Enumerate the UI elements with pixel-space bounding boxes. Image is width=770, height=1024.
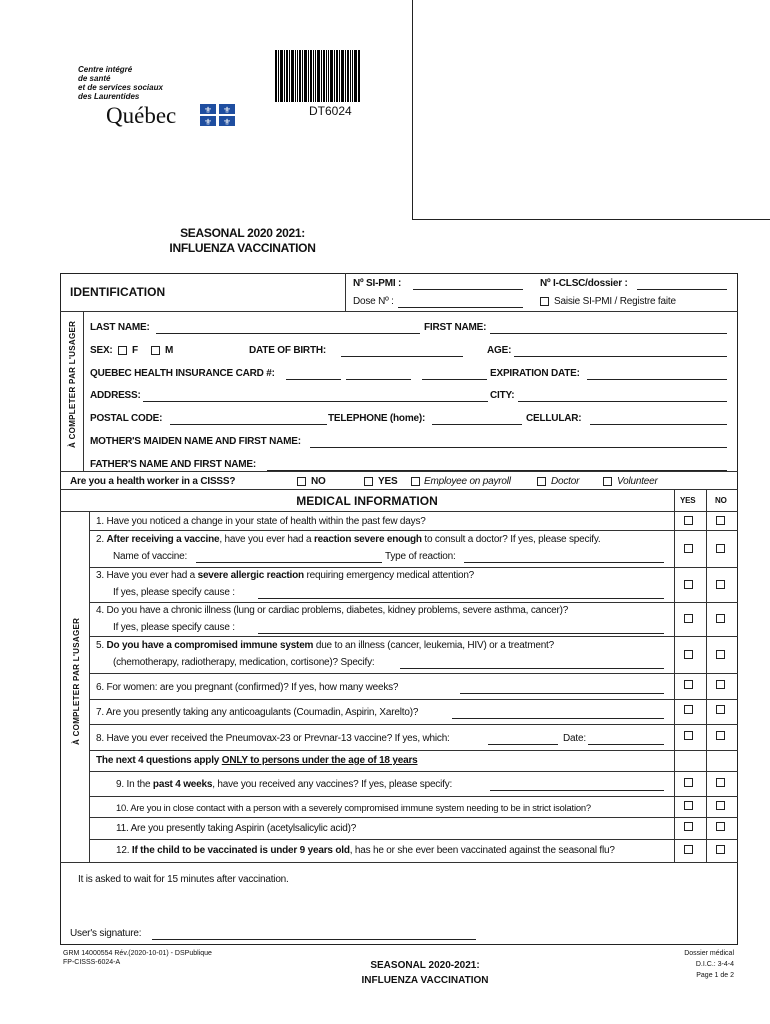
form-title-line2: INFLUENZA VACCINATION	[169, 241, 316, 255]
q10-yes-checkbox[interactable]	[684, 801, 693, 810]
org-name-line4: des Laurentides	[78, 92, 140, 101]
q5-yes-checkbox[interactable]	[684, 650, 693, 659]
city-label: CITY:	[490, 390, 515, 401]
hic-field-1[interactable]	[286, 369, 341, 380]
identification-heading: IDENTIFICATION	[70, 285, 166, 299]
sipmi-field[interactable]	[413, 279, 523, 290]
hic-label: QUEBEC HEALTH INSURANCE CARD #:	[90, 368, 275, 379]
iclsc-label: Nº I-CLSC/dossier :	[540, 278, 628, 289]
last-name-label: LAST NAME:	[90, 322, 150, 333]
signature-label: User's signature:	[70, 928, 142, 939]
q2-reaction-field[interactable]	[464, 552, 664, 563]
address-label: ADDRESS:	[90, 390, 141, 401]
q7-no-checkbox[interactable]	[716, 705, 725, 714]
wait-note: It is asked to wait for 15 minutes after vaccination.	[78, 874, 289, 885]
mother-field[interactable]	[310, 437, 727, 448]
telephone-field[interactable]	[432, 414, 522, 425]
q9-text: 9. In the past 4 weeks, have you received any vaccines? If yes, please specify:	[116, 779, 453, 790]
q3-text: 3. Have you ever had a severe allergic reaction requiring emergency medical attention?	[96, 570, 475, 581]
q10-text: 10. Are you in close contact with a person with a severely compromised immune system needing to be in strict isolation?	[116, 802, 591, 813]
office-use-box	[412, 0, 770, 220]
q7-yes-checkbox[interactable]	[684, 705, 693, 714]
hw-doctor-label: Doctor	[551, 476, 580, 487]
dob-label: DATE OF BIRTH:	[249, 345, 327, 356]
q8-which-field[interactable]	[488, 734, 558, 745]
cellular-field[interactable]	[590, 414, 727, 425]
first-name-label: FIRST NAME:	[424, 322, 487, 333]
q4-cause-label: If yes, please specify cause :	[113, 622, 235, 633]
q11-yes-checkbox[interactable]	[684, 822, 693, 831]
q5-text: 5. Do you have a compromised immune system due to an illness (cancer, leukemia, HIV) or a treatment?	[96, 640, 554, 651]
side-label-identification: À COMPLETER PAR L'USAGER	[68, 320, 77, 448]
dose-label: Dose Nº :	[353, 296, 394, 307]
sex-m-checkbox[interactable]	[151, 346, 160, 355]
barcode-text: DT6024	[309, 104, 352, 118]
q6-text: 6. For women: are you pregnant (confirmed)? If yes, how many weeks?	[96, 682, 399, 693]
postal-field[interactable]	[170, 414, 327, 425]
svg-text:⚜: ⚜	[203, 118, 213, 126]
hic-field-2[interactable]	[346, 369, 411, 380]
city-field[interactable]	[518, 391, 727, 402]
q8-text: 8. Have you ever received the Pneumovax-23 or Prevnar-13 vaccine? If yes, which:	[96, 733, 450, 744]
q3-yes-checkbox[interactable]	[684, 580, 693, 589]
q4-text: 4. Do you have a chronic illness (lung or cardiac problems, diabetes, kidney problems, severe asthma, cancer)?	[96, 605, 569, 616]
q2-yes-checkbox[interactable]	[684, 544, 693, 553]
q9-yes-checkbox[interactable]	[684, 778, 693, 787]
barcode-icon	[275, 50, 360, 102]
health-worker-question: Are you a health worker in a CISSS?	[70, 476, 236, 487]
footer-title-line2: INFLUENZA VACCINATION	[361, 975, 489, 986]
q4-yes-checkbox[interactable]	[684, 614, 693, 623]
q4-no-checkbox[interactable]	[716, 614, 725, 623]
mother-label: MOTHER'S MAIDEN NAME AND FIRST NAME:	[90, 436, 301, 447]
q2-no-checkbox[interactable]	[716, 544, 725, 553]
q12-no-checkbox[interactable]	[716, 845, 725, 854]
q3-cause-label: If yes, please specify cause :	[113, 587, 235, 598]
sex-f-checkbox[interactable]	[118, 346, 127, 355]
iclsc-field[interactable]	[637, 279, 727, 290]
org-logo	[78, 65, 248, 101]
quebec-flag-icon	[200, 104, 235, 126]
age-label: AGE:	[487, 345, 512, 356]
q10-no-checkbox[interactable]	[716, 801, 725, 810]
q8-date-label: Date:	[563, 733, 586, 744]
q1-text: 1. Have you noticed a change in your state of health within the past few days?	[96, 516, 426, 527]
age-field[interactable]	[514, 346, 727, 357]
hw-yes-checkbox[interactable]	[364, 477, 373, 486]
quebec-wordmark: Québec	[106, 103, 177, 128]
sipmi-label: Nº SI-PMI :	[353, 278, 402, 289]
hw-employee-label: Employee on payroll	[424, 476, 511, 487]
q6-no-checkbox[interactable]	[716, 680, 725, 689]
side-label-medical: À COMPLETER PAR L'USAGER	[72, 617, 81, 745]
sex-m-label: M	[165, 345, 174, 356]
q5-no-checkbox[interactable]	[716, 650, 725, 659]
q5-specify-field[interactable]	[400, 658, 664, 669]
q7-text: 7. Are you presently taking any anticoagulants (Coumadin, Aspirin, Xarelto)?	[96, 707, 419, 718]
last-name-field[interactable]	[156, 323, 420, 334]
hw-volunteer-label: Volunteer	[617, 476, 658, 487]
q3-no-checkbox[interactable]	[716, 580, 725, 589]
q9-no-checkbox[interactable]	[716, 778, 725, 787]
expiration-field[interactable]	[587, 369, 727, 380]
q2-reaction-label: Type of reaction:	[385, 551, 456, 562]
svg-text:⚜: ⚜	[222, 106, 232, 116]
q1-no-checkbox[interactable]	[716, 516, 725, 525]
sex-f-label: F	[132, 345, 138, 356]
q8-date-field[interactable]	[588, 734, 664, 745]
hic-field-3[interactable]	[422, 369, 487, 380]
footer-dossier: Dossier médical	[684, 950, 734, 957]
org-name-line3: et de services sociaux	[78, 83, 163, 92]
q3-cause-field[interactable]	[258, 588, 664, 599]
sex-label: SEX:	[90, 345, 113, 356]
hw-employee-checkbox[interactable]	[411, 477, 420, 486]
postal-label: POSTAL CODE:	[90, 413, 163, 424]
footer-title-line1: SEASONAL 2020-2021:	[370, 960, 480, 971]
q6-weeks-field[interactable]	[460, 683, 664, 694]
q8-yes-checkbox[interactable]	[684, 731, 693, 740]
q11-text: 11. Are you presently taking Aspirin (acetylsalicylic acid)?	[116, 823, 357, 834]
hw-no-checkbox[interactable]	[297, 477, 306, 486]
signature-field[interactable]	[152, 929, 476, 940]
cellular-label: CELLULAR:	[526, 413, 582, 424]
q5-specify-label: (chemotherapy, radiotherapy, medication, cortisone)? Specify:	[113, 657, 375, 668]
q12-yes-checkbox[interactable]	[684, 845, 693, 854]
dob-field[interactable]	[341, 346, 463, 357]
q12-text: 12. If the child to be vaccinated is under 9 years old, has he or she ever been vaccinated against the seasonal flu?	[116, 845, 615, 856]
saisie-label: Saisie SI-PMI / Registre faite	[554, 296, 676, 307]
q9-specify-field[interactable]	[490, 780, 664, 791]
hw-yes-label: YES	[378, 476, 398, 487]
org-name-line1: Centre intégré	[78, 65, 133, 74]
q2-text: 2. After receiving a vaccine, have you ever had a reaction severe enough to consult a doctor? If yes, please specify.	[96, 534, 601, 545]
q1-yes-checkbox[interactable]	[684, 516, 693, 525]
svg-text:⚜: ⚜	[222, 118, 232, 126]
medical-heading: MEDICAL INFORMATION	[296, 494, 438, 508]
yes-col-heading: YES	[680, 496, 696, 505]
org-name-line2: de santé	[78, 74, 111, 83]
q11-no-checkbox[interactable]	[716, 822, 725, 831]
q4-cause-field[interactable]	[258, 623, 664, 634]
q2-vaccine-field[interactable]	[196, 552, 382, 563]
form-title-line1: SEASONAL 2020 2021:	[180, 226, 305, 240]
hw-volunteer-checkbox[interactable]	[603, 477, 612, 486]
hw-no-label: NO	[311, 476, 326, 487]
footer-form-code: GRM 14000554 Rév.(2020-10-01) - DSPublique	[63, 950, 212, 957]
first-name-field[interactable]	[490, 323, 727, 334]
saisie-checkbox[interactable]	[540, 297, 549, 306]
footer-form-number: FP-CISSS-6024-A	[63, 959, 121, 966]
address-field[interactable]	[143, 391, 488, 402]
no-col-heading: NO	[715, 496, 727, 505]
hw-doctor-checkbox[interactable]	[537, 477, 546, 486]
father-field[interactable]	[267, 460, 727, 471]
svg-text:⚜: ⚜	[203, 106, 213, 116]
q8-no-checkbox[interactable]	[716, 731, 725, 740]
telephone-label: TELEPHONE (home):	[328, 413, 426, 424]
q2-vaccine-label: Name of vaccine:	[113, 551, 188, 562]
under-18-heading: The next 4 questions apply ONLY to persons under the age of 18 years	[96, 755, 418, 766]
q7-field[interactable]	[452, 708, 664, 719]
dose-field[interactable]	[398, 297, 523, 308]
footer-page: Page 1 de 2	[696, 972, 734, 979]
expiration-label: EXPIRATION DATE:	[490, 368, 580, 379]
q6-yes-checkbox[interactable]	[684, 680, 693, 689]
father-label: FATHER'S NAME AND FIRST NAME:	[90, 459, 257, 470]
footer-dic: D.I.C.: 3-4-4	[695, 961, 734, 968]
